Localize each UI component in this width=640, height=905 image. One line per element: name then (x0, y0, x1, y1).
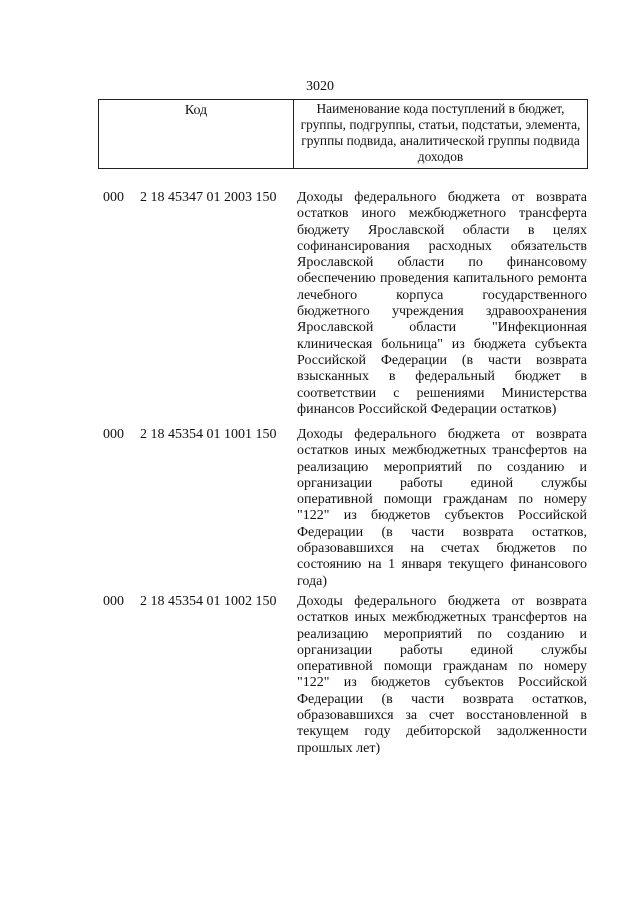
revenue-description: Доходы федерального бюджета от возврата остатков иных межбюджетных трансфертов на реализацию мероприятий по созданию и организации работы единой службы оперативной помощи гражданам по номеру "122" из бюджетов субъектов Российской Федерации (в части возврата остатков, образовавшихся на счетах бюджетов по состоянию на 1 января текущего финансового года) (297, 427, 587, 589)
revenue-code: 2 18 45354 01 1002 150 (140, 594, 277, 609)
revenue-code: 2 18 45354 01 1001 150 (140, 427, 277, 442)
page-number: 3020 (306, 79, 334, 94)
admin-code: 000 (103, 190, 124, 205)
header-table (98, 99, 588, 169)
revenue-description: Доходы федерального бюджета от возврата остатков иного межбюджетного трансферта бюджету Ярославской области в целях софинансирования расходных обязательств Ярославской области по финансовому обеспечению проведения капитального ремонта лечебного корпуса государственного бюджетного учреждения здравоохранения Ярославской области "Инфекционная клиническая больница" из бюджета субъекта Российской Федерации (в части возврата взысканных в федеральный бюджет в соответствии с решениями Министерства финансов Российской Федерации остатков) (297, 190, 587, 417)
header-code-column: Код (99, 100, 294, 169)
revenue-code: 2 18 45347 01 2003 150 (140, 190, 277, 205)
admin-code: 000 (103, 427, 124, 442)
revenue-description: Доходы федерального бюджета от возврата остатков иных межбюджетных трансфертов на реализацию мероприятий по созданию и организации работы единой службы оперативной помощи гражданам по номеру "122" из бюджетов субъектов Российской Федерации (в части возврата остатков, образовавшихся за счет восстановленной в текущем году дебиторской задолженности прошлых лет) (297, 594, 587, 756)
admin-code: 000 (103, 594, 124, 609)
header-name-column: Наименование кода поступлений в бюджет, группы, подгруппы, статьи, подстатьи, элемента, группы подвида, аналитической группы подвида доходов (294, 100, 588, 169)
